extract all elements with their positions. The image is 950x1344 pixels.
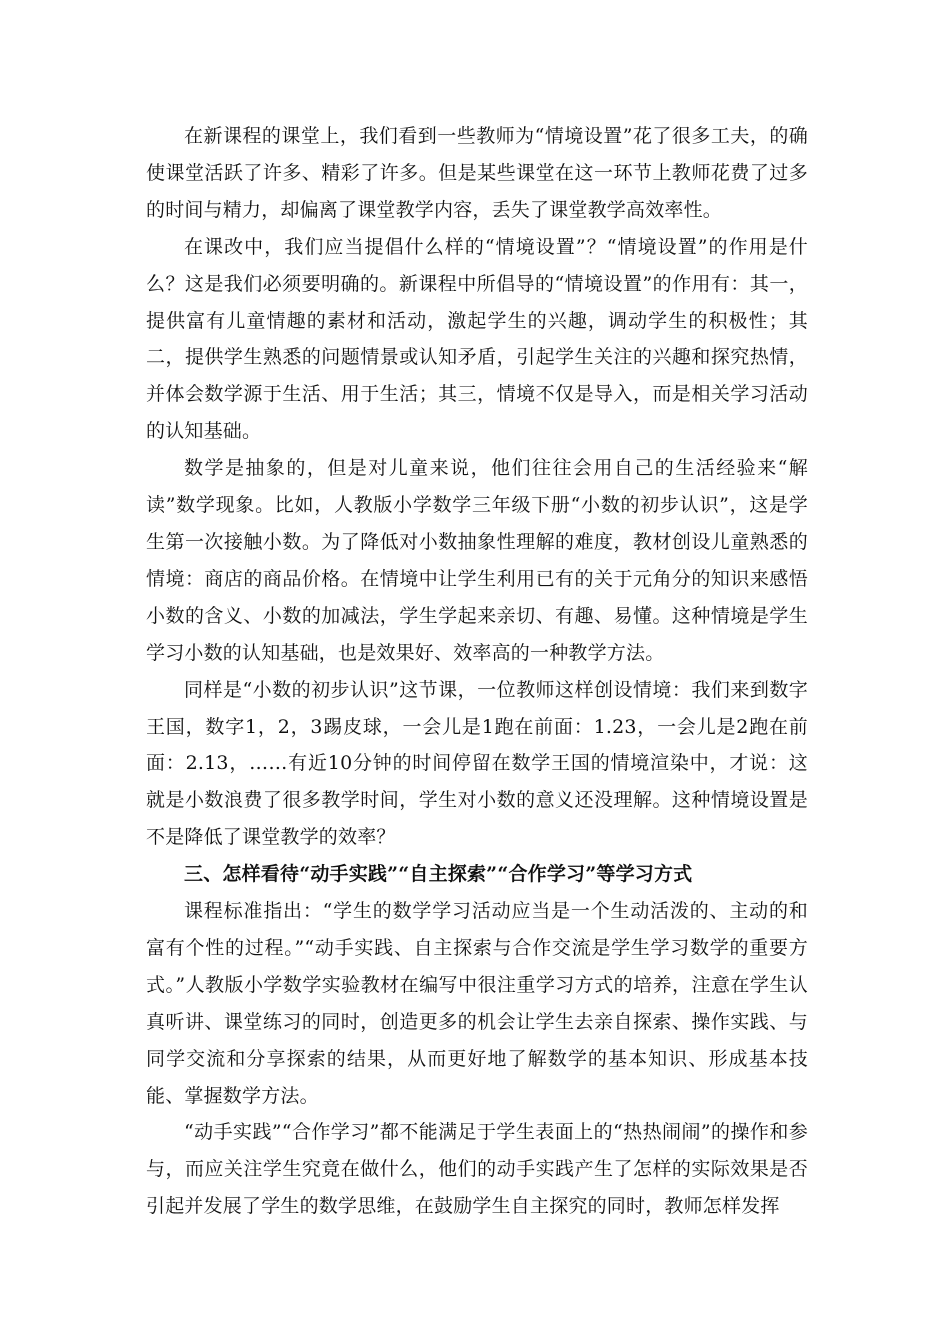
paragraph-1: 在新课程的课堂上，我们看到一些教师为“情境设置”花了很多工夫，的确使课堂活跃了许多、精彩了许多。但是某些课堂在这一环节上教师花费了过多的时间与精力，却偏离了课堂教学内容，丢失了课堂教学高效率性。 xyxy=(146,125,808,221)
paragraph-5: 课程标准指出：“学生的数学学习活动应当是一个生动活泼的、主动的和富有个性的过程。”“动手实践、自主探索与合作交流是学生学习数学的重要方式。”人教版小学数学实验教材在编写中很注重学习方式的培养，注意在学生认真听讲、课堂练习的同时，创造更多的机会让学生去亲自探索、操作实践、与同学交流和分享探索的结果，从而更好地了解数学的基本知识、形成基本技能、掌握数学方法。 xyxy=(146,900,808,1107)
paragraph-2: 在课改中，我们应当提倡什么样的“情境设置”？“情境设置”的作用是什么？这是我们必须要明确的。新课程中所倡导的“情境设置”的作用有：其一，提供富有儿童情趣的素材和活动，激起学生的兴趣，调动学生的积极性；其二，提供学生熟悉的问题情景或认知矛盾，引起学生关注的兴趣和探究热情，并体会数学源于生活、用于生活；其三，情境不仅是导入，而是相关学习活动的认知基础。 xyxy=(146,235,808,443)
paragraph-6: “动手实践”“合作学习”都不能满足于学生表面上的“热热闹闹”的操作和参与，而应关注学生究竟在做什么，他们的动手实践产生了怎样的实际效果是否引起并发展了学生的数学思维，在鼓励学生自主探究的同时，教师怎样发挥 xyxy=(146,1121,808,1218)
paragraph-3: 数学是抽象的，但是对儿童来说，他们往往会用自己的生活经验来“解读”数学现象。比如，人教版小学数学三年级下册“小数的初步认识”，这是学生第一次接触小数。为了降低对小数抽象性理解的难度，教材创设儿童熟悉的情境：商店的商品价格。在情境中让学生利用已有的关于元角分的知识来感悟小数的含义、小数的加减法，学生学起来亲切、有趣、易懂。这种情境是学生学习小数的认知基础，也是效果好、效率高的一种教学方法。 xyxy=(146,457,808,664)
document-page xyxy=(146,118,808,1225)
paragraph-4: 同样是“小数的初步认识”这节课，一位教师这样创设情境：我们来到数字王国，数字1，2，3踢皮球，一会儿是1跑在前面：1.23，一会儿是2跑在前面：2.13，……有近10分钟的时间停留在数学王国的情境渲染中，才说：这就是小数浪费了很多教学时间，学生对小数的意义还没理解。这种情境设置是不是降低了课堂教学的效率？ xyxy=(146,678,808,849)
section-heading: 三、怎样看待“动手实践”“自主探索”“合作学习”等学习方式 xyxy=(184,863,693,886)
